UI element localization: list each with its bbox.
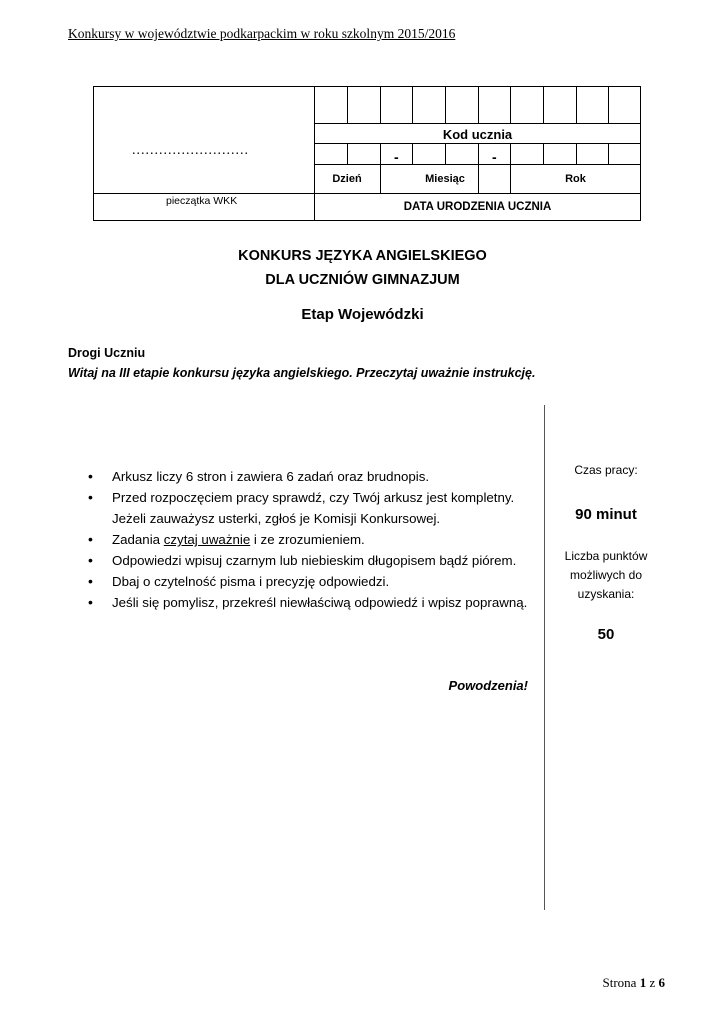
contest-stage: Etap Wojewódzki	[301, 306, 424, 323]
list-item: • Zadania czytaj uważnie i ze zrozumieniem.	[88, 529, 538, 550]
day-label: Dzień	[332, 173, 362, 185]
student-info-form	[93, 86, 641, 221]
instructions-list	[88, 466, 538, 613]
contest-title-line2: DLA UCZNIÓW GIMNAZJUM	[265, 272, 460, 288]
column-divider	[544, 405, 545, 910]
time-label: Czas pracy:	[574, 463, 638, 477]
list-item: • Dbaj o czytelność pisma i precyzję odpowiedzi.	[88, 571, 538, 592]
birth-date-label: DATA URODZENIA UCZNIA	[403, 201, 552, 213]
list-item: • Odpowiedzi wpisuj czarnym lub niebieskim długopisem bądź piórem.	[88, 550, 538, 571]
points-label-line1: Liczba punktów	[564, 549, 648, 563]
date-dash-1: -	[394, 149, 399, 165]
greeting-welcome: Witaj na III etapie konkursu języka angielskiego. Przeczytaj uważnie instrukcję.	[68, 366, 536, 380]
points-label-line2: możliwych do	[569, 568, 643, 582]
list-item: • Arkusz liczy 6 stron i zawiera 6 zadań oraz brudnopis.	[88, 466, 538, 487]
month-label: Miesiąc	[425, 173, 465, 185]
document-header: Konkursy w województwie podkarpackim w roku szkolnym 2015/2016	[68, 26, 456, 41]
list-item: • Przed rozpoczęciem pracy sprawdź, czy Twój arkusz jest kompletny. Jeżeli zauważysz usterki, zgłoś je Komisji Konkursowej.	[88, 487, 538, 529]
contest-title-line1: KONKURS JĘZYKA ANGIELSKIEGO	[238, 248, 487, 264]
date-dash-2: -	[492, 149, 497, 165]
greeting-salutation: Drogi Uczniu	[68, 346, 146, 360]
student-code-label: Kod ucznia	[442, 127, 513, 142]
list-item: • Jeśli się pomylisz, przekreśl niewłaściwą odpowiedź i wpisz poprawną.	[88, 592, 538, 613]
points-label-line3: uzyskania:	[577, 587, 635, 601]
good-luck-text: Powodzenia!	[448, 678, 528, 693]
stamp-placeholder-dots: ..........................	[132, 143, 249, 158]
stamp-label: pieczątka WKK	[166, 195, 238, 207]
page-number: Strona 1 z 6	[602, 975, 665, 990]
points-value: 50	[597, 626, 615, 643]
year-label: Rok	[565, 173, 586, 185]
time-value: 90 minut	[575, 506, 637, 523]
